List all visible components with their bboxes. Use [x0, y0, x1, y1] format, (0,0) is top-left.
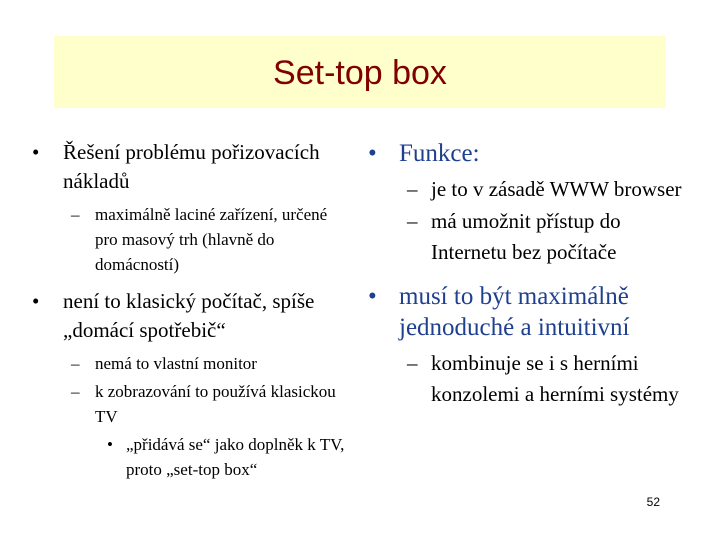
subbullet-text: maximálně laciné zařízení, určené pro masový trh (hlavně do domácností) [95, 205, 328, 274]
bullet-simple-intuitive [366, 281, 686, 343]
bullet-marker: • [32, 140, 40, 164]
subbullet-text: kombinuje se i s herními konzolemi a herními systémy [431, 351, 679, 406]
subbullet-text: má umožnit přístup do Internetu bez počítače [431, 209, 621, 264]
left-column [30, 138, 350, 482]
dash-marker: – [71, 354, 80, 373]
subbullet-text: nemá to vlastní monitor [95, 354, 257, 373]
subbullet-internet-access [366, 206, 686, 268]
slide-title: Set-top box [273, 54, 447, 92]
dash-marker: – [407, 351, 418, 375]
subbullet-cheap-device [30, 202, 350, 277]
subbullet-no-monitor [30, 351, 350, 376]
subbullet-text: je to v zásadě WWW browser [431, 177, 682, 201]
dash-marker: – [71, 382, 80, 401]
bullet-marker: • [107, 435, 113, 454]
bullet-marker: • [368, 283, 377, 310]
page-number: 52 [646, 495, 660, 509]
bullet-marker: • [32, 289, 40, 313]
bullet-text: Funkce: [399, 140, 480, 167]
bullet-text: musí to být maximálně jednoduché a intuitivní [399, 283, 630, 341]
bullet-text: Řešení problému pořizovacích nákladů [63, 140, 320, 193]
bullet-cost-problem [30, 138, 350, 196]
bullet-marker: • [368, 140, 377, 167]
dash-marker: – [71, 205, 80, 224]
bullet-functions [366, 138, 686, 169]
dash-marker: – [407, 177, 418, 201]
subbullet-uses-tv [30, 379, 350, 429]
subsubbullet-text: „přidává se“ jako doplněk k TV, proto „set-top box“ [126, 435, 345, 479]
right-column [366, 138, 686, 410]
subbullet-text: k zobrazování to používá klasickou TV [95, 382, 336, 426]
subbullet-www-browser [366, 174, 686, 205]
subsubbullet-addon [30, 432, 350, 482]
bullet-not-computer [30, 287, 350, 345]
subbullet-game-consoles [366, 348, 686, 410]
dash-marker: – [407, 209, 418, 233]
title-bar [54, 36, 666, 108]
bullet-text: není to klasický počítač, spíše „domácí spotřebič“ [63, 289, 315, 342]
